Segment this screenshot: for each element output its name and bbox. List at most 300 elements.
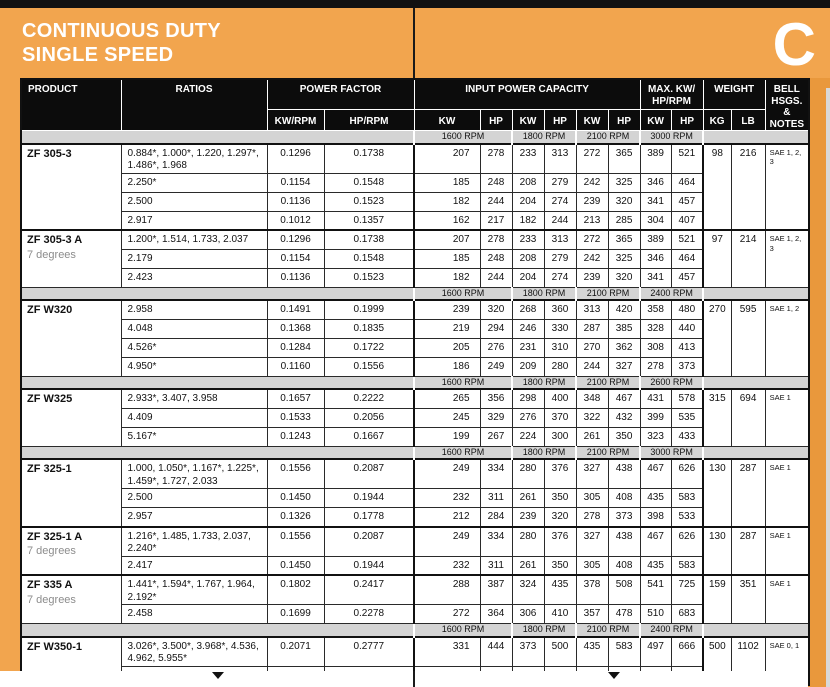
power-value-cell: 341 [640,192,671,211]
ratios-cell: 4.409 [121,408,267,427]
power-value-cell: 389 [640,144,671,174]
bottom-divider-line [413,671,415,687]
power-value-cell: 208 [512,173,544,192]
hp-per-rpm-cell: 0.1944 [324,556,414,575]
power-value-cell: 329 [480,408,512,427]
page-header [0,8,830,78]
power-value-cell: 239 [576,192,608,211]
power-value-cell: 431 [640,389,671,408]
power-value-cell: 320 [608,192,640,211]
rpm-band-label: 1800 RPM [512,287,576,300]
power-value-cell: 320 [480,300,512,319]
power-value-cell: 204 [512,268,544,287]
power-value-cell: 348 [576,389,608,408]
power-value-cell: 248 [480,173,512,192]
rpm-band-label: 3000 RPM [640,131,703,144]
power-value-cell: 265 [414,389,480,408]
power-value-cell: 242 [576,173,608,192]
header-max-line1: MAX. KW/ [647,84,696,95]
power-value-cell: 324 [512,575,544,605]
header-ratios: RATIOS [121,79,267,131]
top-black-bar [0,0,830,8]
hp-per-rpm-cell: 0.1738 [324,230,414,249]
power-value-cell: 408 [608,489,640,508]
power-value-cell: 213 [576,211,608,230]
kw-per-rpm-cell: 0.2071 [267,637,324,667]
power-value-cell: 249 [480,357,512,376]
power-value-cell: 360 [544,300,576,319]
table-row [21,459,809,489]
power-value-cell: 358 [640,300,671,319]
power-value-cell: 325 [608,173,640,192]
power-value-cell: 521 [671,144,703,174]
table-row [21,575,809,605]
power-value-cell: 300 [544,427,576,446]
weight-lb-cell: 287 [731,459,765,527]
right-edge-sliver [826,88,830,687]
table-body [21,131,809,686]
header-product: PRODUCT [21,79,121,131]
rpm-band-row [21,624,809,637]
title-line-1: CONTINUOUS DUTY [22,20,221,42]
header-hp-rpm: HP/RPM [324,109,414,130]
power-value-cell: 267 [480,427,512,446]
power-value-cell: 242 [576,249,608,268]
rpm-band-filler [21,446,414,459]
power-value-cell: 467 [640,459,671,489]
hp-per-rpm-cell: 0.1999 [324,300,414,319]
product-name: ZF 305-3 A [27,234,83,246]
power-value-cell: 420 [608,300,640,319]
kw-per-rpm-cell: 0.1154 [267,249,324,268]
product-name: ZF W350-1 [27,640,83,653]
power-value-cell: 398 [640,508,671,527]
power-value-cell: 376 [544,527,576,557]
power-value-cell: 497 [640,637,671,667]
power-value-cell: 373 [608,508,640,527]
power-value-cell: 410 [544,605,576,624]
power-value-cell: 413 [671,338,703,357]
power-value-cell: 305 [576,489,608,508]
power-value-cell: 232 [414,489,480,508]
hp-per-rpm-cell: 0.1738 [324,144,414,174]
power-value-cell: 261 [576,427,608,446]
power-value-cell: 322 [576,408,608,427]
hp-per-rpm-cell: 0.2222 [324,389,414,408]
ratios-cell: 2.917 [121,211,267,230]
table-row [21,211,809,230]
power-value-cell: 209 [512,357,544,376]
hp-per-rpm-cell: 0.1778 [324,508,414,527]
power-value-cell: 435 [640,556,671,575]
header-bell-line2: & NOTES [769,107,805,130]
power-value-cell: 204 [512,192,544,211]
rpm-band-label: 2100 RPM [576,376,640,389]
rpm-band-filler [703,446,809,459]
product-cell [21,575,121,624]
title-line-2: SINGLE SPEED [22,43,174,66]
kw-per-rpm-cell: 0.1296 [267,230,324,249]
product-name: ZF W325 [27,393,73,405]
spec-table [20,78,810,686]
power-value-cell: 435 [640,489,671,508]
power-value-cell: 298 [512,389,544,408]
ratios-cell: 4.048 [121,319,267,338]
power-value-cell: 683 [671,605,703,624]
power-value-cell: 364 [480,605,512,624]
ratios-cell: 2.500 [121,489,267,508]
ratios-cell: 2.500 [121,192,267,211]
hp-per-rpm-cell: 0.2087 [324,527,414,557]
power-value-cell: 376 [544,459,576,489]
table-row [21,338,809,357]
table-row [21,357,809,376]
product-subtitle: 7 degrees [27,545,76,558]
power-value-cell: 365 [608,230,640,249]
power-value-cell: 389 [640,230,671,249]
power-value-cell: 233 [512,144,544,174]
ratios-cell: 2.250* [121,173,267,192]
power-value-cell: 285 [608,211,640,230]
weight-lb-cell: 287 [731,527,765,576]
hp-per-rpm-cell: 0.1548 [324,249,414,268]
table-row [21,637,809,667]
power-value-cell: 478 [608,605,640,624]
table-row [21,249,809,268]
header-kw: KW [512,109,544,130]
power-value-cell: 400 [544,389,576,408]
power-value-cell: 408 [608,556,640,575]
header-hp: HP [544,109,576,130]
rpm-band-filler [703,131,809,144]
header-lb: LB [731,109,765,130]
power-value-cell: 457 [671,268,703,287]
kw-per-rpm-cell: 0.1450 [267,556,324,575]
power-value-cell: 626 [671,527,703,557]
ratios-cell: 0.884*, 1.000*, 1.220, 1.297*, 1.486*, 1.968 [121,144,267,174]
ratios-cell: 3.026*, 3.500*, 3.968*, 4.536, 4.962, 5.955* [121,637,267,667]
header-max-kw-hp [640,79,703,109]
kw-per-rpm-cell: 0.1556 [267,527,324,557]
weight-lb-cell: 214 [731,230,765,287]
table-row [21,389,809,408]
ratios-cell: 2.957 [121,508,267,527]
header-weight: WEIGHT [703,79,765,109]
header-power-factor: POWER FACTOR [267,79,414,109]
power-value-cell: 435 [544,575,576,605]
rpm-band-filler [21,131,414,144]
power-value-cell: 457 [671,192,703,211]
power-value-cell: 239 [414,300,480,319]
power-value-cell: 199 [414,427,480,446]
power-value-cell: 313 [544,144,576,174]
power-value-cell: 533 [671,508,703,527]
kw-per-rpm-cell: 0.1284 [267,338,324,357]
rpm-band-filler [703,376,809,389]
hp-per-rpm-cell: 0.1835 [324,319,414,338]
power-value-cell: 346 [640,249,671,268]
power-value-cell: 182 [414,268,480,287]
power-value-cell: 272 [576,144,608,174]
weight-lb-cell: 351 [731,575,765,624]
kw-per-rpm-cell: 0.1243 [267,427,324,446]
bell-notes-cell: SAE 1 [765,575,809,624]
weight-lb-cell: 694 [731,389,765,446]
power-value-cell: 666 [671,637,703,667]
power-value-cell: 224 [512,427,544,446]
table-row [21,268,809,287]
hp-per-rpm-cell: 0.2417 [324,575,414,605]
power-value-cell: 387 [480,575,512,605]
power-value-cell: 268 [512,300,544,319]
hp-per-rpm-cell: 0.1357 [324,211,414,230]
power-value-cell: 626 [671,459,703,489]
power-value-cell: 182 [512,211,544,230]
power-value-cell: 438 [608,527,640,557]
table-row [21,556,809,575]
power-value-cell: 311 [480,556,512,575]
power-value-cell: 541 [640,575,671,605]
bell-notes-cell: SAE 1, 2, 3 [765,144,809,231]
table-row [21,527,809,557]
power-value-cell: 244 [480,192,512,211]
hp-per-rpm-cell: 0.1722 [324,338,414,357]
header-kw: KW [576,109,608,130]
ratios-cell: 5.167* [121,427,267,446]
ratios-cell: 2.458 [121,605,267,624]
weight-lb-cell: 595 [731,300,765,376]
weight-kg-cell: 130 [703,527,731,576]
power-value-cell: 272 [414,605,480,624]
power-value-cell: 245 [414,408,480,427]
power-value-cell: 385 [608,319,640,338]
power-value-cell: 278 [640,357,671,376]
kw-per-rpm-cell: 0.1136 [267,268,324,287]
power-value-cell: 280 [544,357,576,376]
ratios-cell: 2.958 [121,300,267,319]
power-value-cell: 308 [640,338,671,357]
power-value-cell: 328 [640,319,671,338]
ratios-cell: 4.950* [121,357,267,376]
rpm-band-label: 1600 RPM [414,131,512,144]
power-value-cell: 583 [671,556,703,575]
power-value-cell: 270 [576,338,608,357]
power-value-cell: 320 [544,508,576,527]
power-value-cell: 331 [414,637,480,667]
power-value-cell: 341 [640,268,671,287]
rpm-band-filler [703,624,809,637]
power-value-cell: 444 [480,637,512,667]
power-value-cell: 467 [608,389,640,408]
rpm-band-label: 1600 RPM [414,446,512,459]
hp-per-rpm-cell: 0.1556 [324,357,414,376]
header-hp: HP [608,109,640,130]
header-input-power: INPUT POWER CAPACITY [414,79,640,109]
table-row [21,605,809,624]
power-value-cell: 435 [576,637,608,667]
power-value-cell: 261 [512,556,544,575]
rpm-band-label: 2400 RPM [640,624,703,637]
power-value-cell: 278 [576,508,608,527]
weight-kg-cell: 130 [703,459,731,527]
kw-per-rpm-cell: 0.1296 [267,144,324,174]
power-value-cell: 325 [608,249,640,268]
kw-per-rpm-cell: 0.1154 [267,173,324,192]
power-value-cell: 334 [480,459,512,489]
power-value-cell: 313 [576,300,608,319]
header-hp: HP [480,109,512,130]
power-value-cell: 208 [512,249,544,268]
power-value-cell: 185 [414,173,480,192]
power-value-cell: 280 [512,527,544,557]
header-kw: KW [414,109,480,130]
left-margin-strip [0,78,20,671]
power-value-cell: 535 [671,408,703,427]
power-value-cell: 276 [512,408,544,427]
table-row [21,300,809,319]
power-value-cell: 207 [414,230,480,249]
power-value-cell: 207 [414,144,480,174]
bell-notes-cell: SAE 1 [765,389,809,446]
section-letter-tab: C [772,11,816,78]
rpm-band-label: 1600 RPM [414,287,512,300]
power-value-cell: 521 [671,230,703,249]
bell-notes-cell: SAE 1 [765,527,809,576]
power-value-cell: 244 [480,268,512,287]
header-bell-hsgs [765,79,809,131]
power-value-cell: 378 [576,575,608,605]
page-title [22,20,221,67]
power-value-cell: 232 [414,556,480,575]
power-value-cell: 407 [671,211,703,230]
hp-per-rpm-cell: 0.2777 [324,637,414,667]
bell-notes-cell: SAE 0, 1 [765,637,809,686]
power-value-cell: 583 [671,489,703,508]
power-value-cell: 320 [608,268,640,287]
power-value-cell: 272 [576,230,608,249]
header-kg: KG [703,109,731,130]
ratios-cell: 1.200*, 1.514, 1.733, 2.037 [121,230,267,249]
weight-kg-cell: 98 [703,144,731,231]
rpm-band-row [21,287,809,300]
kw-per-rpm-cell: 0.1136 [267,192,324,211]
ratios-cell: 4.526* [121,338,267,357]
power-value-cell: 219 [414,319,480,338]
rpm-band-row [21,131,809,144]
rpm-band-filler [703,287,809,300]
bell-notes-cell: SAE 1, 2, 3 [765,230,809,287]
product-name: ZF 305-3 [27,147,72,160]
power-value-cell: 350 [608,427,640,446]
product-name: ZF 335 A [27,579,73,591]
power-value-cell: 365 [608,144,640,174]
ratios-cell: 2.179 [121,249,267,268]
rpm-band-label: 1800 RPM [512,376,576,389]
power-value-cell: 306 [512,605,544,624]
power-value-cell: 186 [414,357,480,376]
product-name: ZF 325-1 [27,463,72,475]
header-hp: HP [671,109,703,130]
hp-per-rpm-cell: 0.1523 [324,268,414,287]
continuation-arrow-icon [212,672,224,679]
power-value-cell: 370 [544,408,576,427]
power-value-cell: 500 [544,637,576,667]
weight-kg-cell: 500 [703,637,731,686]
page-bottom-strip [0,671,808,687]
header-group-row [21,79,809,109]
power-value-cell: 304 [640,211,671,230]
power-value-cell: 578 [671,389,703,408]
power-value-cell: 399 [640,408,671,427]
power-value-cell: 280 [512,459,544,489]
product-subtitle: 7 degrees [27,593,76,606]
power-value-cell: 310 [544,338,576,357]
table-row [21,319,809,338]
power-value-cell: 350 [544,556,576,575]
power-value-cell: 433 [671,427,703,446]
ratios-cell: 2.423 [121,268,267,287]
power-value-cell: 440 [671,319,703,338]
power-value-cell: 239 [512,508,544,527]
rpm-band-label: 2400 RPM [640,287,703,300]
kw-per-rpm-cell: 0.1326 [267,508,324,527]
power-value-cell: 464 [671,249,703,268]
power-value-cell: 725 [671,575,703,605]
rpm-band-label: 1800 RPM [512,624,576,637]
table-header [21,79,809,131]
header-divider-line [413,8,415,78]
power-value-cell: 248 [480,249,512,268]
weight-kg-cell: 97 [703,230,731,287]
kw-per-rpm-cell: 0.1368 [267,319,324,338]
power-value-cell: 231 [512,338,544,357]
hp-per-rpm-cell: 0.1667 [324,427,414,446]
weight-kg-cell: 315 [703,389,731,446]
power-value-cell: 432 [608,408,640,427]
kw-per-rpm-cell: 0.1012 [267,211,324,230]
power-value-cell: 278 [480,144,512,174]
power-value-cell: 239 [576,268,608,287]
power-value-cell: 346 [640,173,671,192]
ratios-cell: 2.417 [121,556,267,575]
bell-notes-cell: SAE 1, 2 [765,300,809,376]
product-cell [21,527,121,576]
kw-per-rpm-cell: 0.1533 [267,408,324,427]
power-value-cell: 182 [414,192,480,211]
power-value-cell: 284 [480,508,512,527]
power-value-cell: 205 [414,338,480,357]
kw-per-rpm-cell: 0.1556 [267,459,324,489]
power-value-cell: 362 [608,338,640,357]
power-value-cell: 373 [671,357,703,376]
rpm-band-filler [21,624,414,637]
power-value-cell: 244 [576,357,608,376]
power-value-cell: 357 [576,605,608,624]
hp-per-rpm-cell: 0.2087 [324,459,414,489]
power-value-cell: 327 [608,357,640,376]
rpm-band-label: 3000 RPM [640,446,703,459]
power-value-cell: 373 [512,637,544,667]
rpm-band-filler [21,376,414,389]
power-value-cell: 334 [480,527,512,557]
rpm-band-label: 1800 RPM [512,131,576,144]
rpm-band-filler [21,287,414,300]
ratios-cell: 1.000, 1.050*, 1.167*, 1.225*, 1.459*, 1.727, 2.033 [121,459,267,489]
power-value-cell: 356 [480,389,512,408]
power-value-cell: 249 [414,527,480,557]
power-value-cell: 438 [608,459,640,489]
hp-per-rpm-cell: 0.1944 [324,489,414,508]
